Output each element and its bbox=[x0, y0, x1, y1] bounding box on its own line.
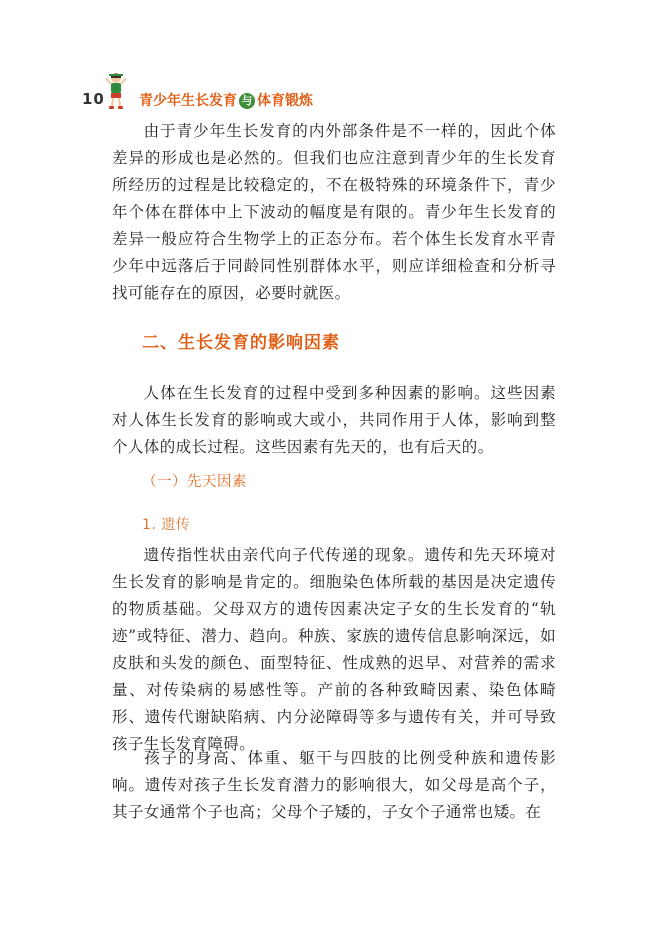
paragraph-text: 孩子的身高、体重、躯干与四肢的比例受种族和遗传影响。遗传对孩子生长发育潜力的影响很大，如父母是高个子，其子女通常个子也高；父母个子矮的，子女个子通常也矮。在 bbox=[112, 749, 556, 821]
book-title-part2: 体育锻炼 bbox=[257, 93, 313, 109]
section-heading: 二、生长发育的影响因素 bbox=[142, 333, 340, 353]
paragraph-text: 由于青少年生长发育的内外部条件是不一样的，因此个体差异的形成也是必然的。但我们也应注意到青少年的生长发育所经历的过程是比较稳定的，不在极特殊的环境条件下，青少年个体在群体中上下波动的幅度是有限的。青少年生长发育的差异一般应符合生物学上的正态分布。若个体生长发育水平青少年中远落后于同龄同性别群体水平，则应详细检查和分析寻找可能存在的原因，必要时就医。 bbox=[112, 122, 556, 302]
item-heading: 1. 遗传 bbox=[142, 517, 191, 533]
page-number: 10 bbox=[82, 90, 105, 108]
book-title bbox=[139, 90, 313, 110]
paragraph-text: 遗传指性状由亲代向子代传递的现象。遗传和先天环境对生长发育的影响是肯定的。细胞染色体所载的基因是决定遗传的物质基础。父母双方的遗传因素决定子女的生长发育的“轨迹”或特征、潜力、趋向。种族、家族的遗传信息影响深远，如皮肤和头发的颜色、面型特征、性成熟的迟早、对营养的需求量、对传染病的易感性等。产前的各种致畸因素、染色体畸形、遗传代谢缺陷病、内分泌障碍等多与遗传有关，并可导致孩子生长发育障碍。 bbox=[112, 546, 556, 753]
paragraph-individual-differences bbox=[112, 118, 556, 307]
paragraph-heredity bbox=[112, 542, 556, 758]
subsection-heading: （一）先天因素 bbox=[142, 474, 247, 490]
paragraph-height-weight bbox=[112, 745, 556, 826]
paragraph-influence-factors bbox=[112, 380, 556, 461]
child-athlete-icon bbox=[105, 72, 127, 110]
page-header bbox=[82, 72, 382, 112]
paragraph-text: 人体在生长发育的过程中受到多种因素的影响。这些因素对人体生长发育的影响或大或小，共同作用于人体，影响到整个人体的成长过程。这些因素有先天的，也有后天的。 bbox=[112, 384, 556, 456]
book-title-part1: 青少年生长发育 bbox=[139, 93, 237, 109]
title-connector-badge: 与 bbox=[239, 93, 255, 109]
